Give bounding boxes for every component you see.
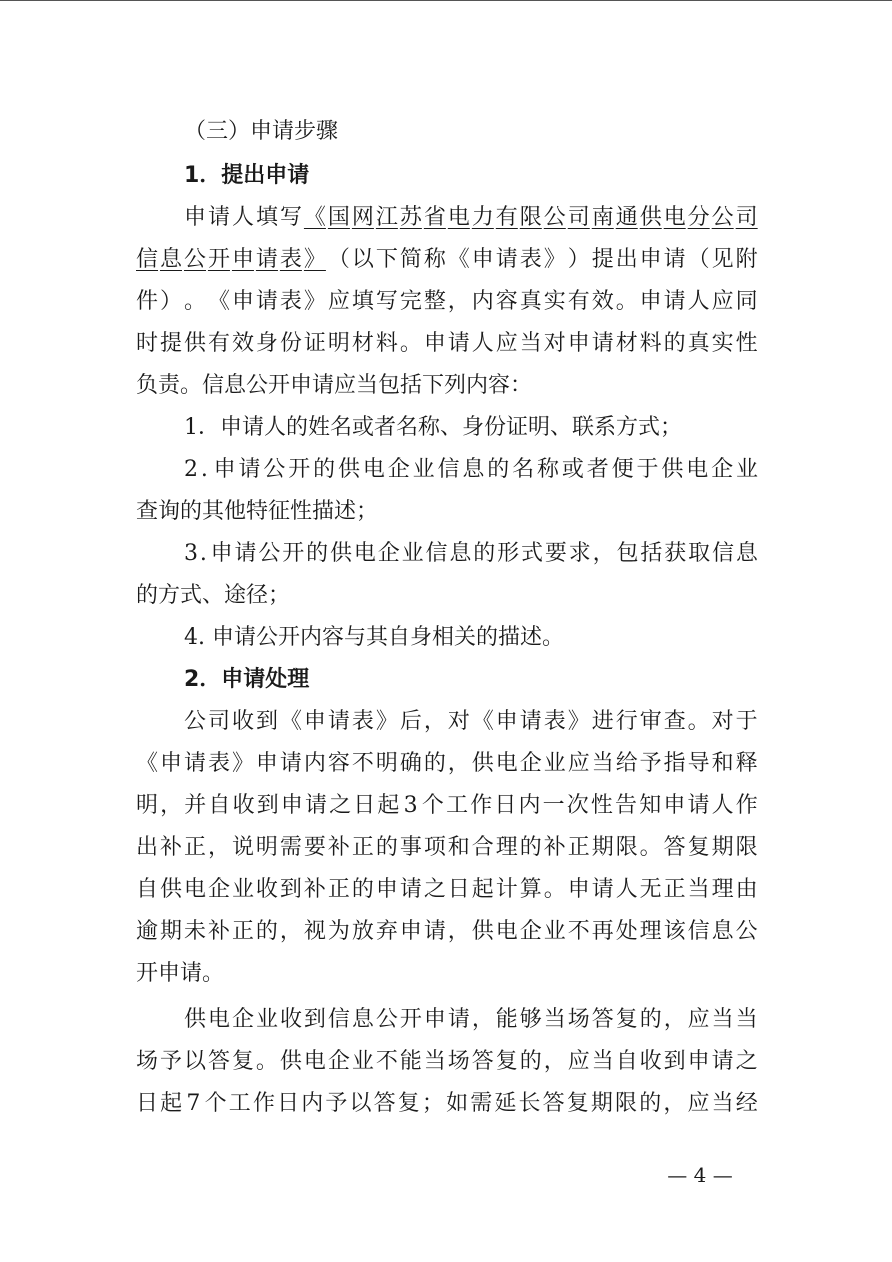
top-border-line [0,0,892,1]
text-line: 负责。信息公开申请应当包括下列内容： [136,373,533,398]
text-line: 《 申 请 表 》 申 请 内 容 不 明 确 的 ， 供 电 企 业 应 当 给 予 指 导 和 释 [136,751,758,776]
text-line: 开申请。 [136,961,225,986]
text-line: 供 电 企 业 收 到 信 息 公 开 申 请 ， 能 够 当 场 答 复 的 ， 应 当 当 [184,1007,758,1032]
text-line: 逾 期 未 补 正 的 ， 视 为 放 弃 申 请 ， 供 电 企 业 不 再 处 理 该 信 息 公 [136,919,758,944]
text-line: 时 提 供 有 效 身 份 证 明 材 料 。 申 请 人 应 当 对 申 请 材 料 的 真 实 性 [136,331,758,356]
text-line: 场 予 以 答 复 。 供 电 企 业 不 能 当 场 答 复 的 ， 应 当 自 收 到 申 请 之 [136,1049,758,1074]
text-line: 公 司 收 到 《 申 请 表 》 后 ， 对 《 申 请 表 》 进 行 审 查 。 对 于 [184,709,758,734]
text-line: 自 供 电 企 业 收 到 补 正 的 申 请 之 日 起 计 算 。 申 请 人 无 正 当 理 由 [136,877,758,902]
text-line: 1．申请人的姓名或者名称、身份证明、联系方式； [184,415,682,440]
text-line: 日 起 7 个 工 作 日 内 予 以 答 复 ； 如 需 延 长 答 复 期 限 的 ， 应 当 经 [136,1091,758,1116]
text-line: 2 . 申 请 公 开 的 供 电 企 业 信 息 的 名 称 或 者 便 于 供 电 企 业 [184,457,758,482]
text-line: （三）申请步骤 [184,119,339,144]
text-line: 件 ） 。 《 申 请 表 》 应 填 写 完 整 ， 内 容 真 实 有 效 。 申 请 人 应 同 [136,289,758,314]
text-line: 明 ， 并 自 收 到 申 请 之 日 起 3 个 工 作 日 内 一 次 性 告 知 申 请 人 作 [136,793,758,818]
text-line: 的方式、途径； [136,583,291,608]
text-line: 出 补 正 ， 说 明 需 要 补 正 的 事 项 和 合 理 的 补 正 期 限 。 答 复 期 限 [136,835,758,860]
text-line: 3 . 申 请 公 开 的 供 电 企 业 信 息 的 形 式 要 求 ， 包 括 获 取 信 息 [184,541,758,566]
text-line: 申 请 人 填 写 《 国 网 江 苏 省 电 力 有 限 公 司 南 通 供 电 分 公 司 [184,205,758,230]
section-heading: 2．申请处理 [184,667,310,692]
section-heading: 1．提出申请 [184,163,310,188]
text-line: 查询的其他特征性描述； [136,499,379,524]
page-number: — 4 — [667,1163,733,1187]
text-line: 信 息 公 开 申 请 表 》 （ 以 下 简 称 《 申 请 表 》 ） 提 出 申 请 （ 见 附 [136,247,758,272]
text-line: 4. 申请公开内容与其自身相关的描述。 [184,625,564,650]
